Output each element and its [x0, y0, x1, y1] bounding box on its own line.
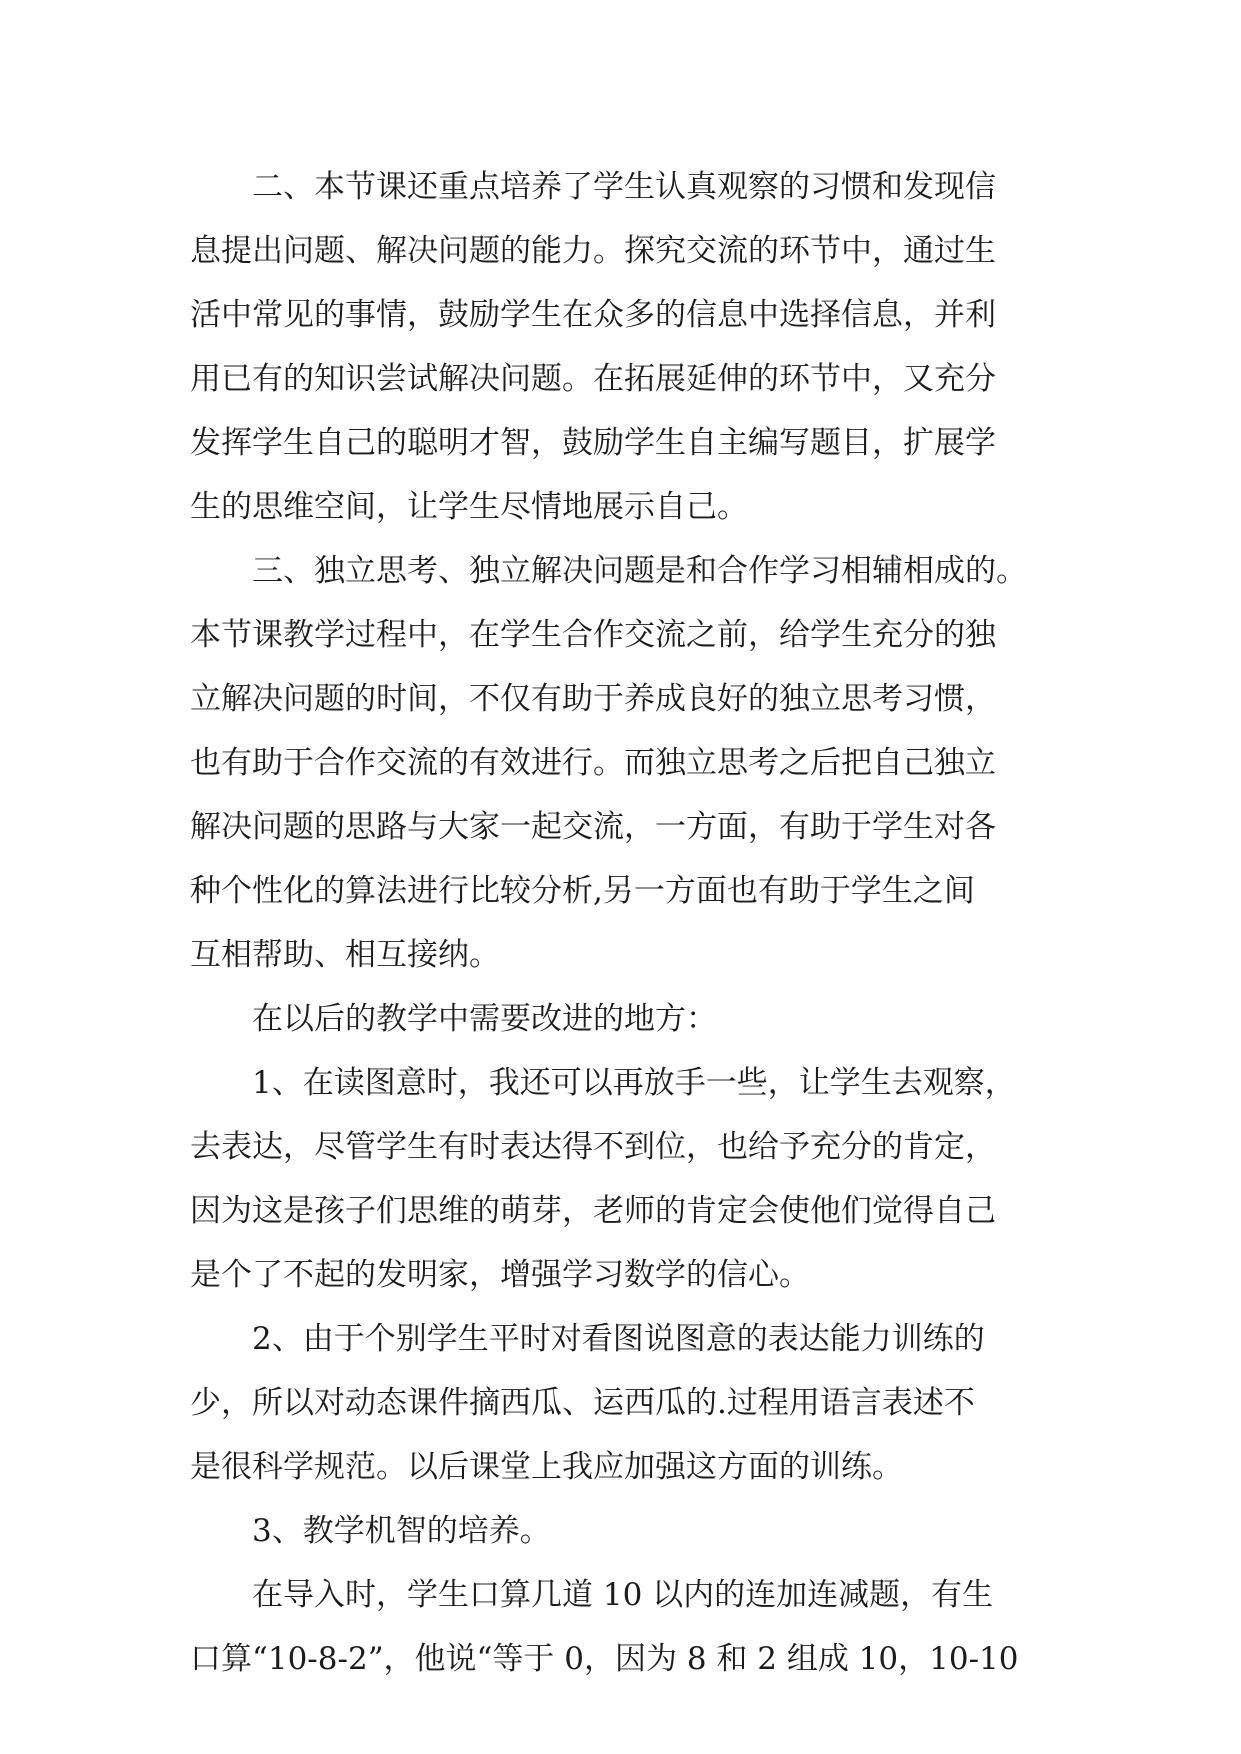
text-line: 是个了不起的发明家，增强学习数学的信心。: [190, 1257, 810, 1293]
text-line: 互相帮助、相互接纳。: [190, 937, 500, 973]
text-line: 种个性化的算法进行比较分析,另一方面也有助于学生之间: [190, 873, 975, 909]
text-line: 口算“10-8-2”，他说“等于 0，因为 8 和 2 组成 10，10-10: [190, 1641, 1019, 1677]
text-line: 立解决问题的时间，不仅有助于养成良好的独立思考习惯，: [190, 681, 996, 717]
text-line: 去表达，尽管学生有时表达得不到位，也给予充分的肯定，: [190, 1129, 996, 1165]
text-line: 发挥学生自己的聪明才智，鼓励学生自主编写题目，扩展学: [190, 425, 996, 461]
text-line: 活中常见的事情，鼓励学生在众多的信息中选择信息，并利: [190, 297, 996, 333]
text-line: 解决问题的思路与大家一起交流，一方面，有助于学生对各: [190, 809, 996, 845]
text-line: 是很科学规范。以后课堂上我应加强这方面的训练。: [190, 1449, 903, 1485]
text-line: 本节课教学过程中，在学生合作交流之前，给学生充分的独: [190, 617, 996, 653]
document-page: [190, 155, 1058, 1691]
text-line: 在导入时，学生口算几道 10 以内的连加连减题，有生: [252, 1577, 994, 1613]
text-line: 在以后的教学中需要改进的地方：: [252, 1001, 717, 1037]
text-line: 息提出问题、解决问题的能力。探究交流的环节中，通过生: [190, 233, 996, 269]
text-line: 因为这是孩子们思维的萌芽，老师的肯定会使他们觉得自己: [190, 1193, 996, 1229]
text-line: 1、在读图意时，我还可以再放手一些，让学生去观察，: [252, 1065, 1016, 1101]
text-line: 2、由于个别学生平时对看图说图意的表达能力训练的: [252, 1321, 985, 1357]
text-line: 3、教学机智的培养。: [252, 1513, 551, 1549]
text-line: 用已有的知识尝试解决问题。在拓展延伸的环节中，又充分: [190, 361, 996, 397]
text-line: 少，所以对动态课件摘西瓜、运西瓜的.过程用语言表述不: [190, 1385, 975, 1421]
text-line: 也有助于合作交流的有效进行。而独立思考之后把自己独立: [190, 745, 996, 781]
text-line: 生的思维空间，让学生尽情地展示自己。: [190, 489, 748, 525]
text-line: 三、独立思考、独立解决问题是和合作学习相辅相成的。: [252, 553, 1027, 589]
text-line: 二、本节课还重点培养了学生认真观察的习惯和发现信: [252, 169, 996, 205]
